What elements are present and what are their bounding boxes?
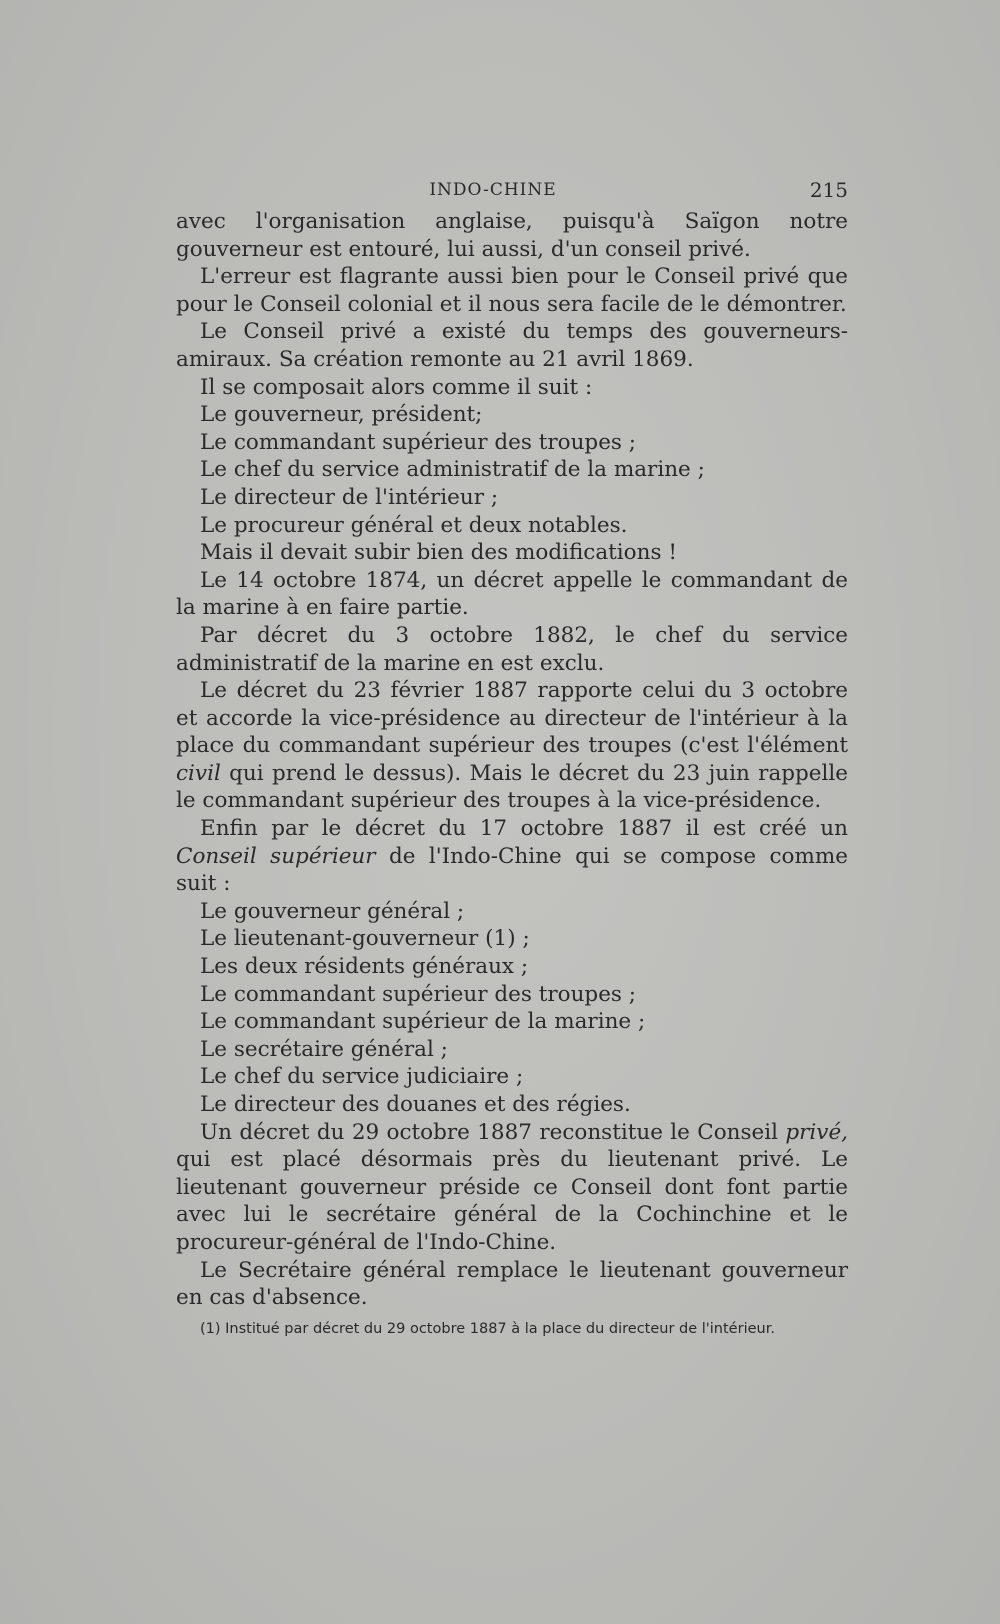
paragraph: Mais il devait subir bien des modifications !	[200, 540, 677, 566]
italic-term: privé,	[785, 1119, 848, 1145]
list-item: Le directeur des douanes et des régies.	[200, 1092, 631, 1117]
list-item: Le lieutenant-gouverneur (1) ;	[200, 926, 530, 952]
paragraph-text: Le décret du 23 février 1887 rapporte celui du 3 octobre et accorde la vice-présidence au directeur de l'intérieur à la place du commandant supérieur des troupes (c'est l'élément	[176, 678, 848, 759]
paragraph	[176, 677, 848, 815]
paragraph-text: de l'Indo-Chine qui se compose comme suit :	[176, 843, 848, 897]
list-item: Le gouverneur, président;	[200, 402, 483, 428]
list-item: Le chef du service judiciaire ;	[200, 1064, 524, 1090]
body-text	[176, 208, 848, 1312]
paragraph-text: Un décret du 29 octobre 1887 reconstitue le Conseil	[200, 1119, 786, 1145]
paragraph-text: Enfin par le décret du 17 octobre 1887 il est créé un	[200, 816, 848, 842]
list-item: Le procureur général et deux notables.	[200, 512, 628, 538]
page-number: 215	[809, 178, 848, 202]
list-item: Les deux résidents généraux ;	[200, 954, 529, 980]
paragraph-text: qui est placé désormais près du lieutenant privé. Le lieutenant gouverneur préside ce Conseil dont font partie avec lui le secrétaire général de la Cochinchine et le procureur-général de l'Indo-Chine.	[176, 1147, 848, 1255]
list-item: Le gouverneur général ;	[200, 898, 465, 924]
list-item: Le commandant supérieur des troupes ;	[200, 429, 637, 455]
footnote: (1) Institué par décret du 29 octobre 1887 à la place du directeur de l'intérieur.	[200, 1321, 775, 1337]
paragraph: Le Conseil privé a existé du temps des gouverneurs-amiraux. Sa création remonte au 21 avril 1869.	[176, 319, 848, 372]
paragraph: Le 14 octobre 1874, un décret appelle le commandant de la marine à en faire partie.	[176, 567, 848, 621]
paragraph: L'erreur est flagrante aussi bien pour le Conseil privé que pour le Conseil colonial et il nous sera facile de le démontrer.	[176, 264, 848, 317]
list-item: Le commandant supérieur des troupes ;	[200, 981, 637, 1007]
list-item: Le chef du service administratif de la marine ;	[200, 457, 705, 483]
running-head	[178, 178, 848, 202]
paragraph: Par décret du 3 octobre 1882, le chef du service administratif de la marine en est exclu.	[176, 622, 848, 676]
paragraph	[176, 1119, 848, 1257]
list-item: Le directeur de l'intérieur ;	[200, 484, 499, 510]
italic-term: civil	[176, 760, 221, 786]
paragraph: Il se composait alors comme il suit :	[200, 374, 593, 400]
italic-term: Conseil supérieur	[176, 843, 376, 869]
list-item: Le commandant supérieur de la marine ;	[200, 1009, 646, 1035]
paragraph: avec l'organisation anglaise, puisqu'à Saïgon notre gouverneur est entouré, lui aussi, d'un conseil privé.	[176, 209, 848, 262]
running-title: INDO-CHINE	[429, 180, 557, 200]
paragraph: Le Secrétaire général remplace le lieutenant gouverneur en cas d'absence.	[176, 1257, 848, 1311]
list-item: Le secrétaire général ;	[200, 1036, 448, 1062]
paragraph-text: qui prend le dessus). Mais le décret du 23 juin rappelle le commandant supérieur des troupes à la vice-présidence.	[176, 760, 848, 814]
paragraph	[176, 815, 848, 898]
